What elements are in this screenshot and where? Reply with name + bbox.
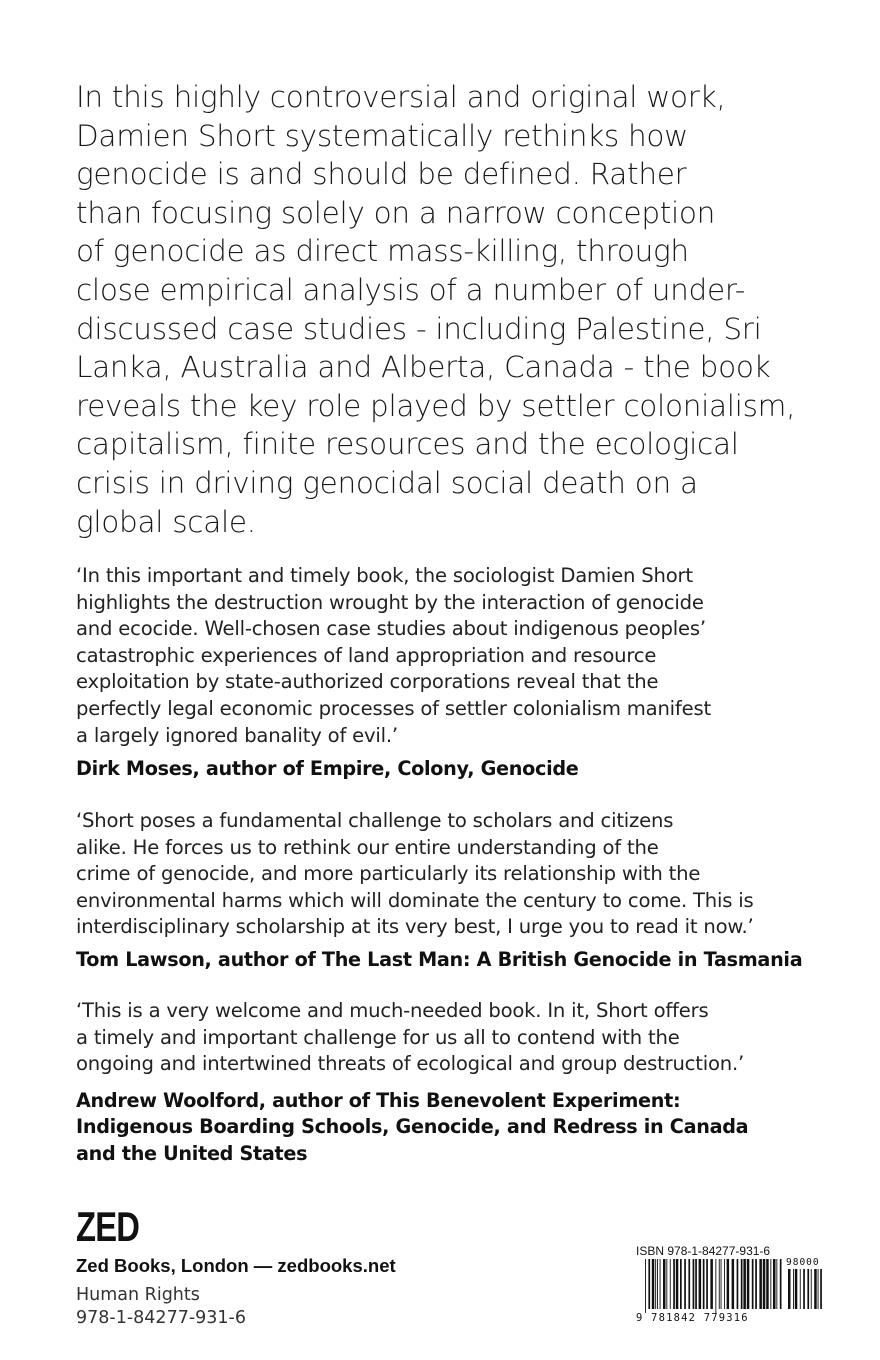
- barcode-bar: [673, 1259, 675, 1309]
- endorsement-attribution-moses: [76, 756, 816, 782]
- book-blurb: [76, 78, 796, 541]
- blurb-line: crisis in driving genocidal social death on a: [76, 465, 698, 500]
- barcode-bars: [636, 1259, 826, 1313]
- attribution-line: Andrew Woolford, author of This Benevolent Experiment:: [76, 1089, 681, 1112]
- endorsement-quote-moses: [76, 563, 816, 749]
- blurb-line: genocide is and should be defined. Rather: [76, 157, 687, 192]
- quote-line: exploitation by state-authorized corporations reveal that the: [76, 670, 659, 694]
- barcode-bar: [693, 1259, 695, 1309]
- barcode-bar: [721, 1259, 722, 1309]
- attribution-line: Indigenous Boarding Schools, Genocide, and Redress in Canada: [76, 1115, 749, 1139]
- blurb-line: capitalism, finite resources and the ecological: [76, 427, 739, 462]
- quote-line: crime of genocide, and more particularly its relationship with the: [76, 862, 701, 886]
- barcode-bar: [670, 1259, 671, 1309]
- attribution-line: Tom Lawson, author of The Last Man: A British Genocide in Tasmania: [76, 948, 803, 971]
- barcode-bar: [684, 1259, 686, 1309]
- quote-line: and ecocide. Well-chosen case studies about indigenous peoples’: [76, 617, 706, 641]
- quote-line: a timely and important challenge for us all to contend with the: [76, 1025, 680, 1049]
- endorsement-attribution-lawson: [76, 947, 816, 973]
- barcode-bar: [776, 1259, 777, 1309]
- quote-line: alike. He forces us to rethink our entire understanding of the: [76, 835, 659, 859]
- barcode-bar: [770, 1259, 771, 1309]
- barcode-bar: [657, 1259, 658, 1309]
- quote-line: ‘Short poses a fundamental challenge to scholars and citizens: [76, 809, 674, 832]
- barcode-bar: [645, 1259, 646, 1313]
- quote-line: a largely ignored banality of evil.’: [76, 723, 398, 747]
- barcode-bar: [660, 1259, 661, 1309]
- quote-line: ‘This is a very welcome and much-needed book. In it, Short offers: [76, 999, 709, 1022]
- barcode-bar: [695, 1259, 697, 1309]
- barcode-bar: [803, 1269, 805, 1309]
- quote-line: environmental harms which will dominate the century to come. This is: [76, 888, 754, 912]
- subject-category: Human Rights: [76, 1285, 200, 1305]
- barcode-bar: [680, 1259, 682, 1309]
- blurb-line: Damien Short systematically rethinks how: [76, 118, 688, 153]
- blurb-line: than focusing solely on a narrow conception: [76, 195, 716, 230]
- blurb-line: discussed case studies - including Palestine, Sri: [76, 311, 762, 346]
- barcode-bar: [780, 1259, 782, 1309]
- endorsement-quote-woolford: [76, 998, 816, 1078]
- attribution-line: and the United States: [76, 1141, 308, 1165]
- barcode-bar: [800, 1269, 801, 1309]
- barcode-bar: [737, 1259, 739, 1309]
- blurb-line: In this highly controversial and original work,: [76, 80, 726, 114]
- barcode-addon-digits: 98000: [786, 1257, 820, 1268]
- blurb-line: reveals the key role played by settler colonialism,: [76, 388, 796, 423]
- barcode-bar: [818, 1269, 819, 1309]
- zed-logo: ZED: [76, 1203, 140, 1250]
- blurb-line: global scale.: [76, 504, 256, 539]
- barcode-bar: [743, 1259, 746, 1309]
- barcode-bar: [766, 1259, 769, 1309]
- publisher-line: Zed Books, London — zedbooks.net: [76, 1255, 396, 1276]
- barcode-bar: [710, 1259, 713, 1309]
- attribution-line: Dirk Moses, author of Empire, Colony, Genocide: [76, 757, 579, 780]
- barcode-bar: [759, 1259, 762, 1309]
- barcode-bar: [773, 1259, 776, 1309]
- quote-line: interdisciplinary scholarship at its very best, I urge you to read it now.’: [76, 915, 754, 939]
- blurb-line: close empirical analysis of a number of under-: [76, 272, 746, 307]
- endorsement-attribution-woolford: [76, 1088, 816, 1167]
- blurb-line: of genocide as direct mass-killing, through: [76, 234, 689, 269]
- barcode-bar: [719, 1259, 720, 1309]
- barcode-bar: [676, 1259, 679, 1309]
- barcode-bar: [747, 1259, 750, 1309]
- barcode-digits: 9 781842 779316: [636, 1312, 749, 1324]
- barcode-bar: [795, 1269, 798, 1309]
- isbn-barcode: [636, 1244, 826, 1328]
- barcode-bar: [807, 1269, 809, 1309]
- barcode-bar: [652, 1259, 655, 1309]
- barcode-bar: [715, 1259, 716, 1313]
- barcode-isbn-label: ISBN 978-1-84277-931-6: [636, 1244, 771, 1258]
- barcode-bar: [811, 1269, 812, 1309]
- barcode-bar: [724, 1259, 725, 1309]
- barcode-bar: [763, 1259, 766, 1309]
- barcode-bar: [688, 1259, 690, 1309]
- blurb-line: Lanka, Australia and Alberta, Canada - the book: [76, 350, 771, 385]
- barcode-bar: [663, 1259, 666, 1309]
- quote-line: perfectly legal economic processes of settler colonialism manifest: [76, 696, 711, 720]
- barcode-bar: [648, 1259, 650, 1309]
- endorsement-quote-lawson: [76, 808, 816, 941]
- barcode-bar: [699, 1259, 702, 1309]
- barcode-bar: [752, 1259, 754, 1309]
- barcode-bar: [706, 1259, 708, 1309]
- isbn-number: 978-1-84277-931-6: [76, 1308, 247, 1328]
- quote-line: catastrophic experiences of land appropriation and resource: [76, 643, 657, 667]
- barcode-bar: [755, 1259, 757, 1309]
- quote-line: highlights the destruction wrought by the interaction of genocide: [76, 590, 704, 614]
- quote-line: ongoing and intertwined threats of ecological and group destruction.’: [76, 1052, 745, 1076]
- barcode-bar: [703, 1259, 705, 1309]
- barcode-bar: [788, 1269, 791, 1309]
- barcode-bar: [655, 1259, 656, 1309]
- barcode-bar: [820, 1269, 822, 1309]
- barcode-bar: [727, 1259, 730, 1309]
- quote-line: ‘In this important and timely book, the sociologist Damien Short: [76, 564, 693, 587]
- barcode-bar: [793, 1269, 794, 1309]
- barcode-bar: [732, 1259, 735, 1309]
- barcode-bar: [741, 1259, 743, 1309]
- barcode-bar: [814, 1269, 817, 1309]
- barcode-bar: [666, 1259, 667, 1309]
